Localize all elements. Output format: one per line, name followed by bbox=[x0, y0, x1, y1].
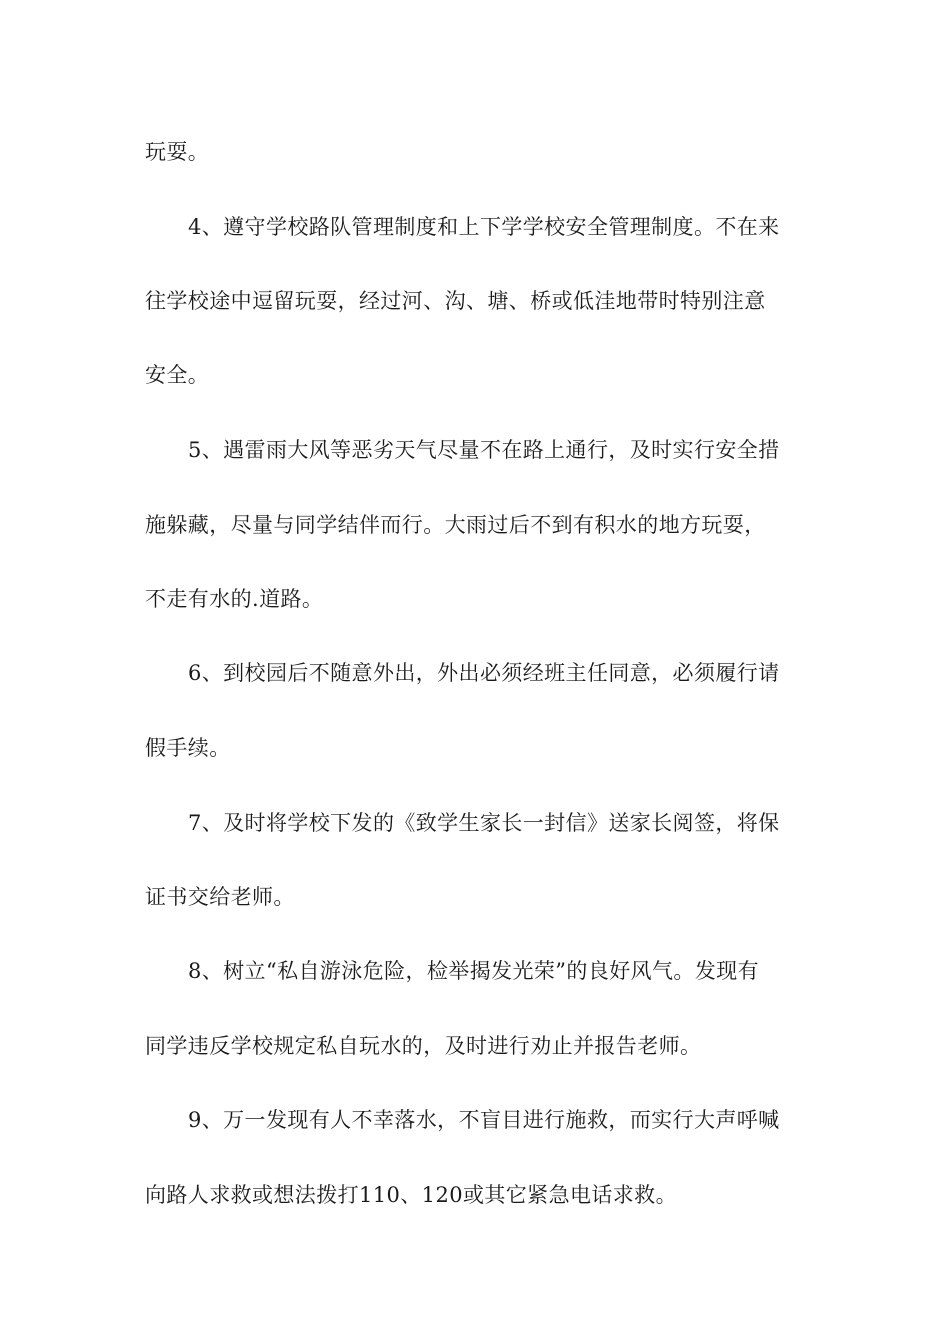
text-line: 假手续。 bbox=[145, 736, 231, 760]
text-line: 7、及时将学校下发的《致学生家长一封信》送家长阅签，将保 bbox=[188, 811, 780, 835]
text-line: 施躲藏，尽量与同学结伴而行。大雨过后不到有积水的地方玩耍， bbox=[145, 513, 766, 537]
text-line: 不走有水的.道路。 bbox=[145, 587, 324, 611]
text-line: 6、到校园后不随意外出，外出必须经班主任同意，必须履行请 bbox=[188, 661, 780, 685]
text-line: 5、遇雷雨大风等恶劣天气尽量不在路上通行，及时实行安全措 bbox=[188, 438, 780, 462]
text-line: 同学违反学校规定私自玩水的，及时进行劝止并报告老师。 bbox=[145, 1034, 702, 1058]
text-line: 向路人求救或想法拨打110、120或其它紧急电话求救。 bbox=[145, 1183, 677, 1207]
text-line: 4、遵守学校路队管理制度和上下学学校安全管理制度。不在来 bbox=[188, 215, 780, 239]
text-line: 安全。 bbox=[145, 363, 210, 387]
text-line: 证书交给老师。 bbox=[145, 885, 295, 909]
text-line: 8、树立“私自游泳危险，检举揭发光荣”的良好风气。发现有 bbox=[188, 959, 760, 983]
text-line: 玩耍。 bbox=[145, 140, 210, 164]
text-line: 9、万一发现有人不幸落水，不盲目进行施救，而实行大声呼喊 bbox=[188, 1108, 780, 1132]
text-line: 往学校途中逗留玩耍，经过河、沟、塘、桥或低洼地带时特别注意 bbox=[145, 289, 766, 313]
